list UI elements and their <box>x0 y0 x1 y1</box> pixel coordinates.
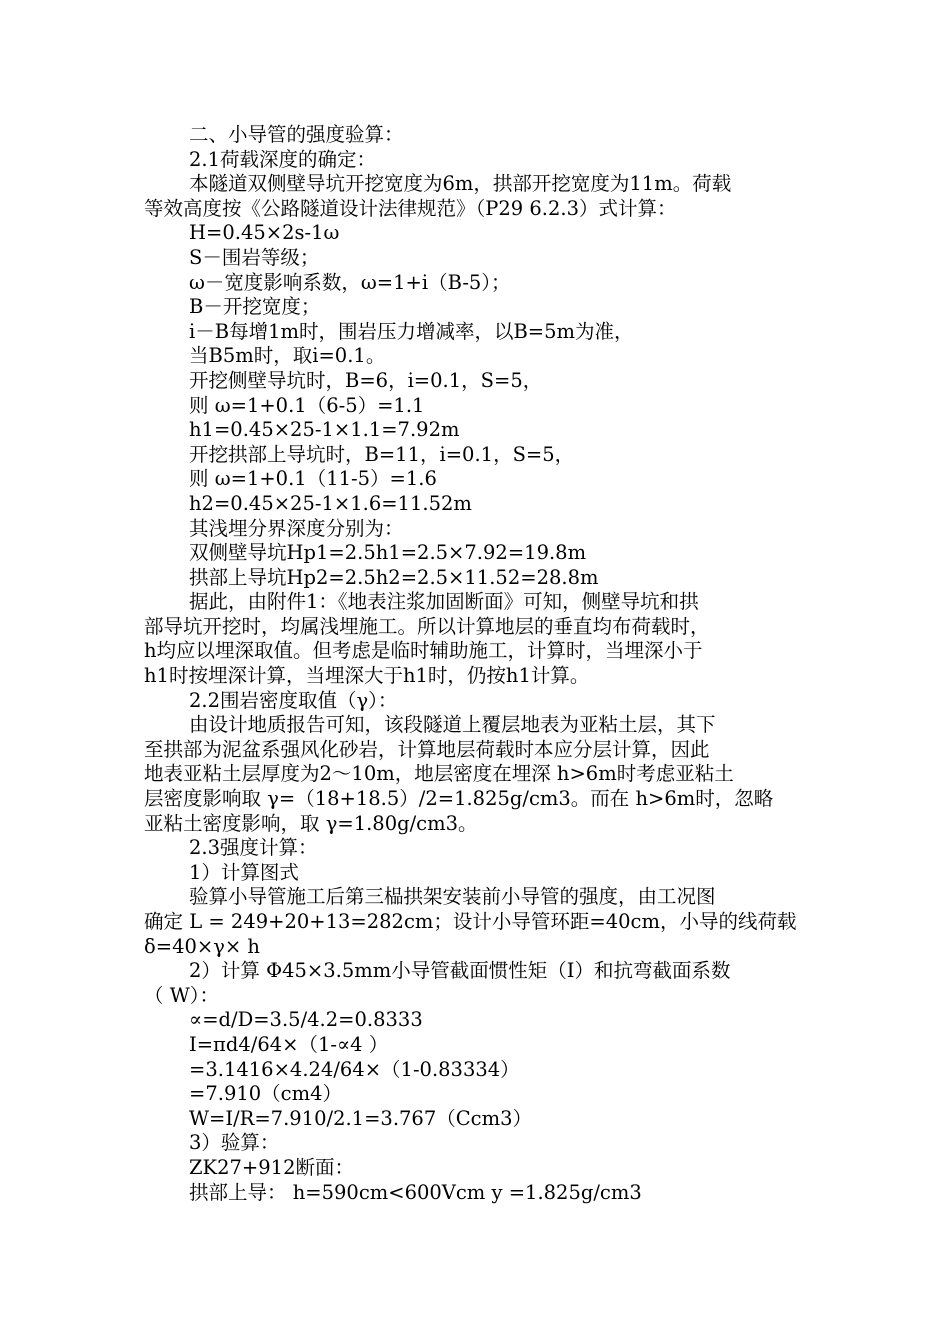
text-line: 验算小导管施工后第三榀拱架安装前小导管的强度，由工况图 <box>189 885 716 909</box>
text-line: 其浅埋分界深度分别为： <box>189 516 404 540</box>
text-line: 确定 L = 249+20+13=282cm；设计小导管环距=40cm，小导的线荷载 <box>144 910 797 933</box>
text-line: 3）验算： <box>189 1131 280 1155</box>
text-line: 二、小导管的强度验算： <box>189 123 404 146</box>
text-line: （ W）： <box>144 983 219 1007</box>
text-line: h均应以埋深取值。但考虑是临时辅助施工，计算时，当埋深小于 <box>144 639 703 663</box>
text-line: δ=40×γ× h <box>144 934 260 958</box>
text-line: 1）计算图式 <box>189 860 299 884</box>
text-line: 2.3强度计算： <box>189 836 318 860</box>
text-line: 2.1荷载深度的确定： <box>189 147 377 171</box>
text-line: H=0.45×2s-1ω <box>189 221 340 245</box>
text-line: ZK27+912断面： <box>189 1155 354 1179</box>
text-line: S－围岩等级； <box>189 245 320 269</box>
text-line: ∝=d/D=3.5/4.2=0.8333 <box>189 1008 423 1032</box>
text-line: h2=0.45×25-1×1.6=11.52m <box>189 491 472 515</box>
text-line: 本隧道双侧壁导坑开挖宽度为6m，拱部开挖宽度为11m。荷载 <box>189 172 732 196</box>
text-line: W=I/R=7.910/2.1=3.767（Ccm3） <box>189 1106 532 1130</box>
text-line: 2）计算 Φ45×3.5mm小导管截面惯性矩（I）和抗弯截面系数 <box>189 959 731 983</box>
text-line: 开挖拱部上导坑时，B=11，i=0.1，S=5， <box>189 442 575 466</box>
text-line: =7.910（cm4） <box>189 1082 342 1106</box>
text-line: i－B每增1m时，围岩压力增减率，以B=5m为准， <box>189 319 634 343</box>
text-line: 等效高度按《公路隧道设计法律规范》（P29 6.2.3）式计算： <box>144 196 677 220</box>
text-line: 拱部上导： h=590cm<600Vcm y =1.825g/cm3 <box>189 1180 642 1204</box>
text-line: 亚粘土密度影响，取 γ=1.80g/cm3。 <box>144 811 478 835</box>
text-line: I=πd4/64×（1-∝4 ） <box>189 1032 389 1056</box>
text-line: 由设计地质报告可知，该段隧道上覆层地表为亚粘土层，其下 <box>189 713 716 737</box>
text-line: B－开挖宽度； <box>189 295 321 319</box>
text-line: ω－宽度影响系数，ω=1+i（B-5）； <box>189 270 511 294</box>
text-line: 地表亚粘土层厚度为2～10m，地层密度在埋深 h>6m时考虑亚粘土 <box>144 762 734 786</box>
text-line: 拱部上导坑Hp2=2.5h2=2.5×11.52=28.8m <box>189 565 599 589</box>
document-body <box>144 123 810 1205</box>
text-line: 据此，由附件1：《地表注浆加固断面》可知，侧壁导坑和拱 <box>189 590 699 614</box>
text-line: h1时按埋深计算，当埋深大于h1时，仍按h1计算。 <box>144 664 590 688</box>
text-line: 当B5m时，取i=0.1。 <box>189 344 386 368</box>
text-line: 双侧壁导坑Hp1=2.5h1=2.5×7.92=19.8m <box>189 541 587 565</box>
text-line: 部导坑开挖时，均属浅埋施工。所以计算地层的垂直均布荷载时， <box>144 614 710 638</box>
text-line: 开挖侧壁导坑时，B=6，i=0.1，S=5， <box>189 368 543 392</box>
text-line: 层密度影响取 γ=（18+18.5）/2=1.825g/cm3。而在 h>6m时，忽略 <box>144 787 774 811</box>
text-line: =3.1416×4.24/64×（1-0.83334） <box>189 1057 520 1081</box>
text-line: 2.2围岩密度取值（γ）： <box>189 688 398 712</box>
text-line: 至拱部为泥盆系强风化砂岩，计算地层荷载时本应分层计算，因此 <box>144 737 710 761</box>
text-line: 则 ω=1+0.1（11-5）=1.6 <box>189 467 437 491</box>
text-line: 则 ω=1+0.1（6-5）=1.1 <box>189 393 425 417</box>
text-line: h1=0.45×25-1×1.1=7.92m <box>189 418 460 442</box>
